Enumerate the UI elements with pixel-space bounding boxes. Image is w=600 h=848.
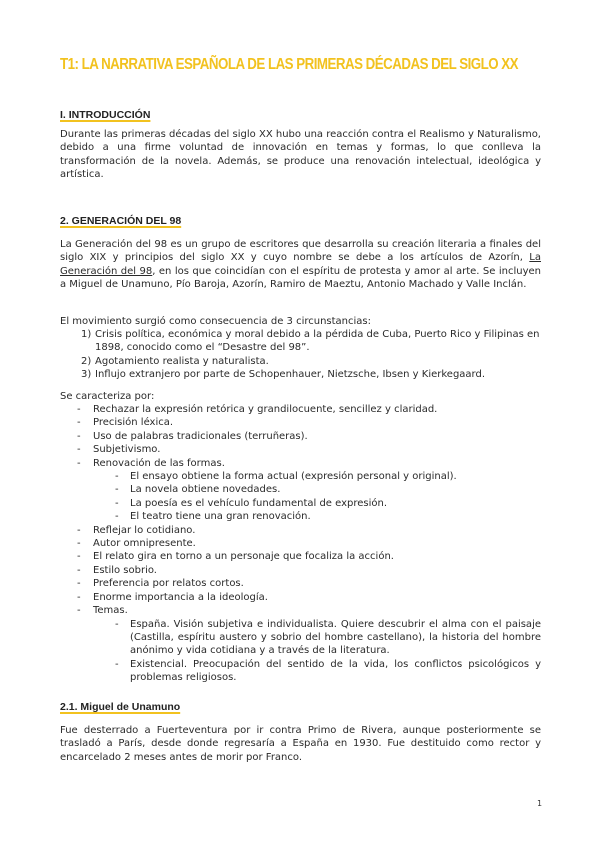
- unamuno-paragraph: Fue desterrado a Fuerteventura por ir contra Primo de Rivera, aunque posteriormente se trasladó a París, desde donde regresaría a España en 1930. Fue destituido como rector y encarcelado 2 meses antes de morir por Franco.: [60, 725, 541, 763]
- generacion-paragraph: [60, 238, 541, 292]
- generacion-text-end: , en los que coincidían con el espíritu de protesta y amor al arte. Se incluyen a Miguel de Unamuno, Pío Baroja, Azorín, Ramiro de Maeztu, Antonio Machado y Valle Inclán.: [60, 265, 541, 291]
- list-item: - Temas.: [77, 605, 128, 617]
- list-item: - Renovación de las formas.: [77, 457, 225, 469]
- sub-list-item: - La poesía es el vehículo fundamental de expresión.: [115, 497, 388, 509]
- list-item: 1) Crisis política, económica y moral debido a la pérdida de Cuba, Puerto Rico y Filipinas en 1898, conocido como el “Desastre del 98”.: [81, 329, 540, 354]
- list-item: - Rechazar la expresión retórica y grandilocuente, sencillez y claridad.: [77, 404, 438, 415]
- list-item: - Precisión léxica.: [77, 417, 174, 429]
- sub-list-item: - España. Visión subjetiva e individualista. Quiere descubrir el alma con el paisaje (Castilla, espíritu austero y sobrio del hombre castellano), la historia del hombre anónimo y vida cotidiana y a través de la literatura.: [115, 618, 541, 657]
- list-item: - Subjetivismo.: [77, 444, 161, 456]
- sub-list-item: - La novela obtiene novedades.: [115, 484, 281, 496]
- page-number: 1: [537, 799, 543, 808]
- list-item: 3) Influjo extranjero por parte de Schopenhauer, Nietzsche, Ibsen y Kierkegaard.: [81, 369, 486, 381]
- movement-intro: El movimiento surgió como consecuencia de 3 circunstancias:: [60, 316, 371, 327]
- generacion-text-start: La Generación del 98 es un grupo de escritores que desarrolla su creación literaria a finales del siglo XIX y principios del siglo XX y cuyo nombre se debe a los artículos de Azorín,: [60, 239, 541, 264]
- list-item: 2) Agotamiento realista y naturalista.: [81, 355, 269, 367]
- section-heading-introduccion: I. INTRODUCCIÓN: [60, 109, 151, 121]
- features-intro: Se caracteriza por:: [60, 391, 155, 402]
- list-item: - Reflejar lo cotidiano.: [77, 524, 196, 536]
- list-item: - Enorme importancia a la ideología.: [77, 591, 268, 603]
- features-list: [60, 403, 541, 685]
- section-heading-generacion-98: 2. GENERACIÓN DEL 98: [60, 215, 182, 227]
- list-item: - Estilo sobrio.: [77, 564, 157, 576]
- list-item: - Uso de palabras tradicionales (terruñeras).: [77, 430, 308, 442]
- list-item: - Autor omnipresente.: [77, 538, 196, 550]
- sub-list-item: - El ensayo obtiene la forma actual (expresión personal y original).: [115, 471, 457, 483]
- document-title: T1: LA NARRATIVA ESPAÑOLA DE LAS PRIMERAS DÉCADAS DEL SIGLO XX: [60, 56, 519, 73]
- list-item: - El relato gira en torno a un personaje que focaliza la acción.: [77, 551, 394, 563]
- circumstances-list: [60, 328, 541, 382]
- list-item: - Preferencia por relatos cortos.: [77, 578, 244, 590]
- sub-list-item: - Existencial. Preocupación del sentido de la vida, los conflictos psicológicos y problemas religiosos.: [115, 658, 541, 684]
- section-heading-unamuno: 2.1. Miguel de Unamuno: [60, 701, 181, 713]
- sub-list-item: - El teatro tiene una gran renovación.: [115, 511, 311, 523]
- intro-paragraph: Durante las primeras décadas del siglo XX hubo una reacción contra el Realismo y Naturalismo, debido a una firme voluntad de innovación en temas y formas, lo que conlleva la transformación de la novela. Además, se produce una renovación intelectual, ideológica y artística.: [60, 129, 541, 181]
- generacion-article-title: La Generación del 98: [60, 252, 541, 277]
